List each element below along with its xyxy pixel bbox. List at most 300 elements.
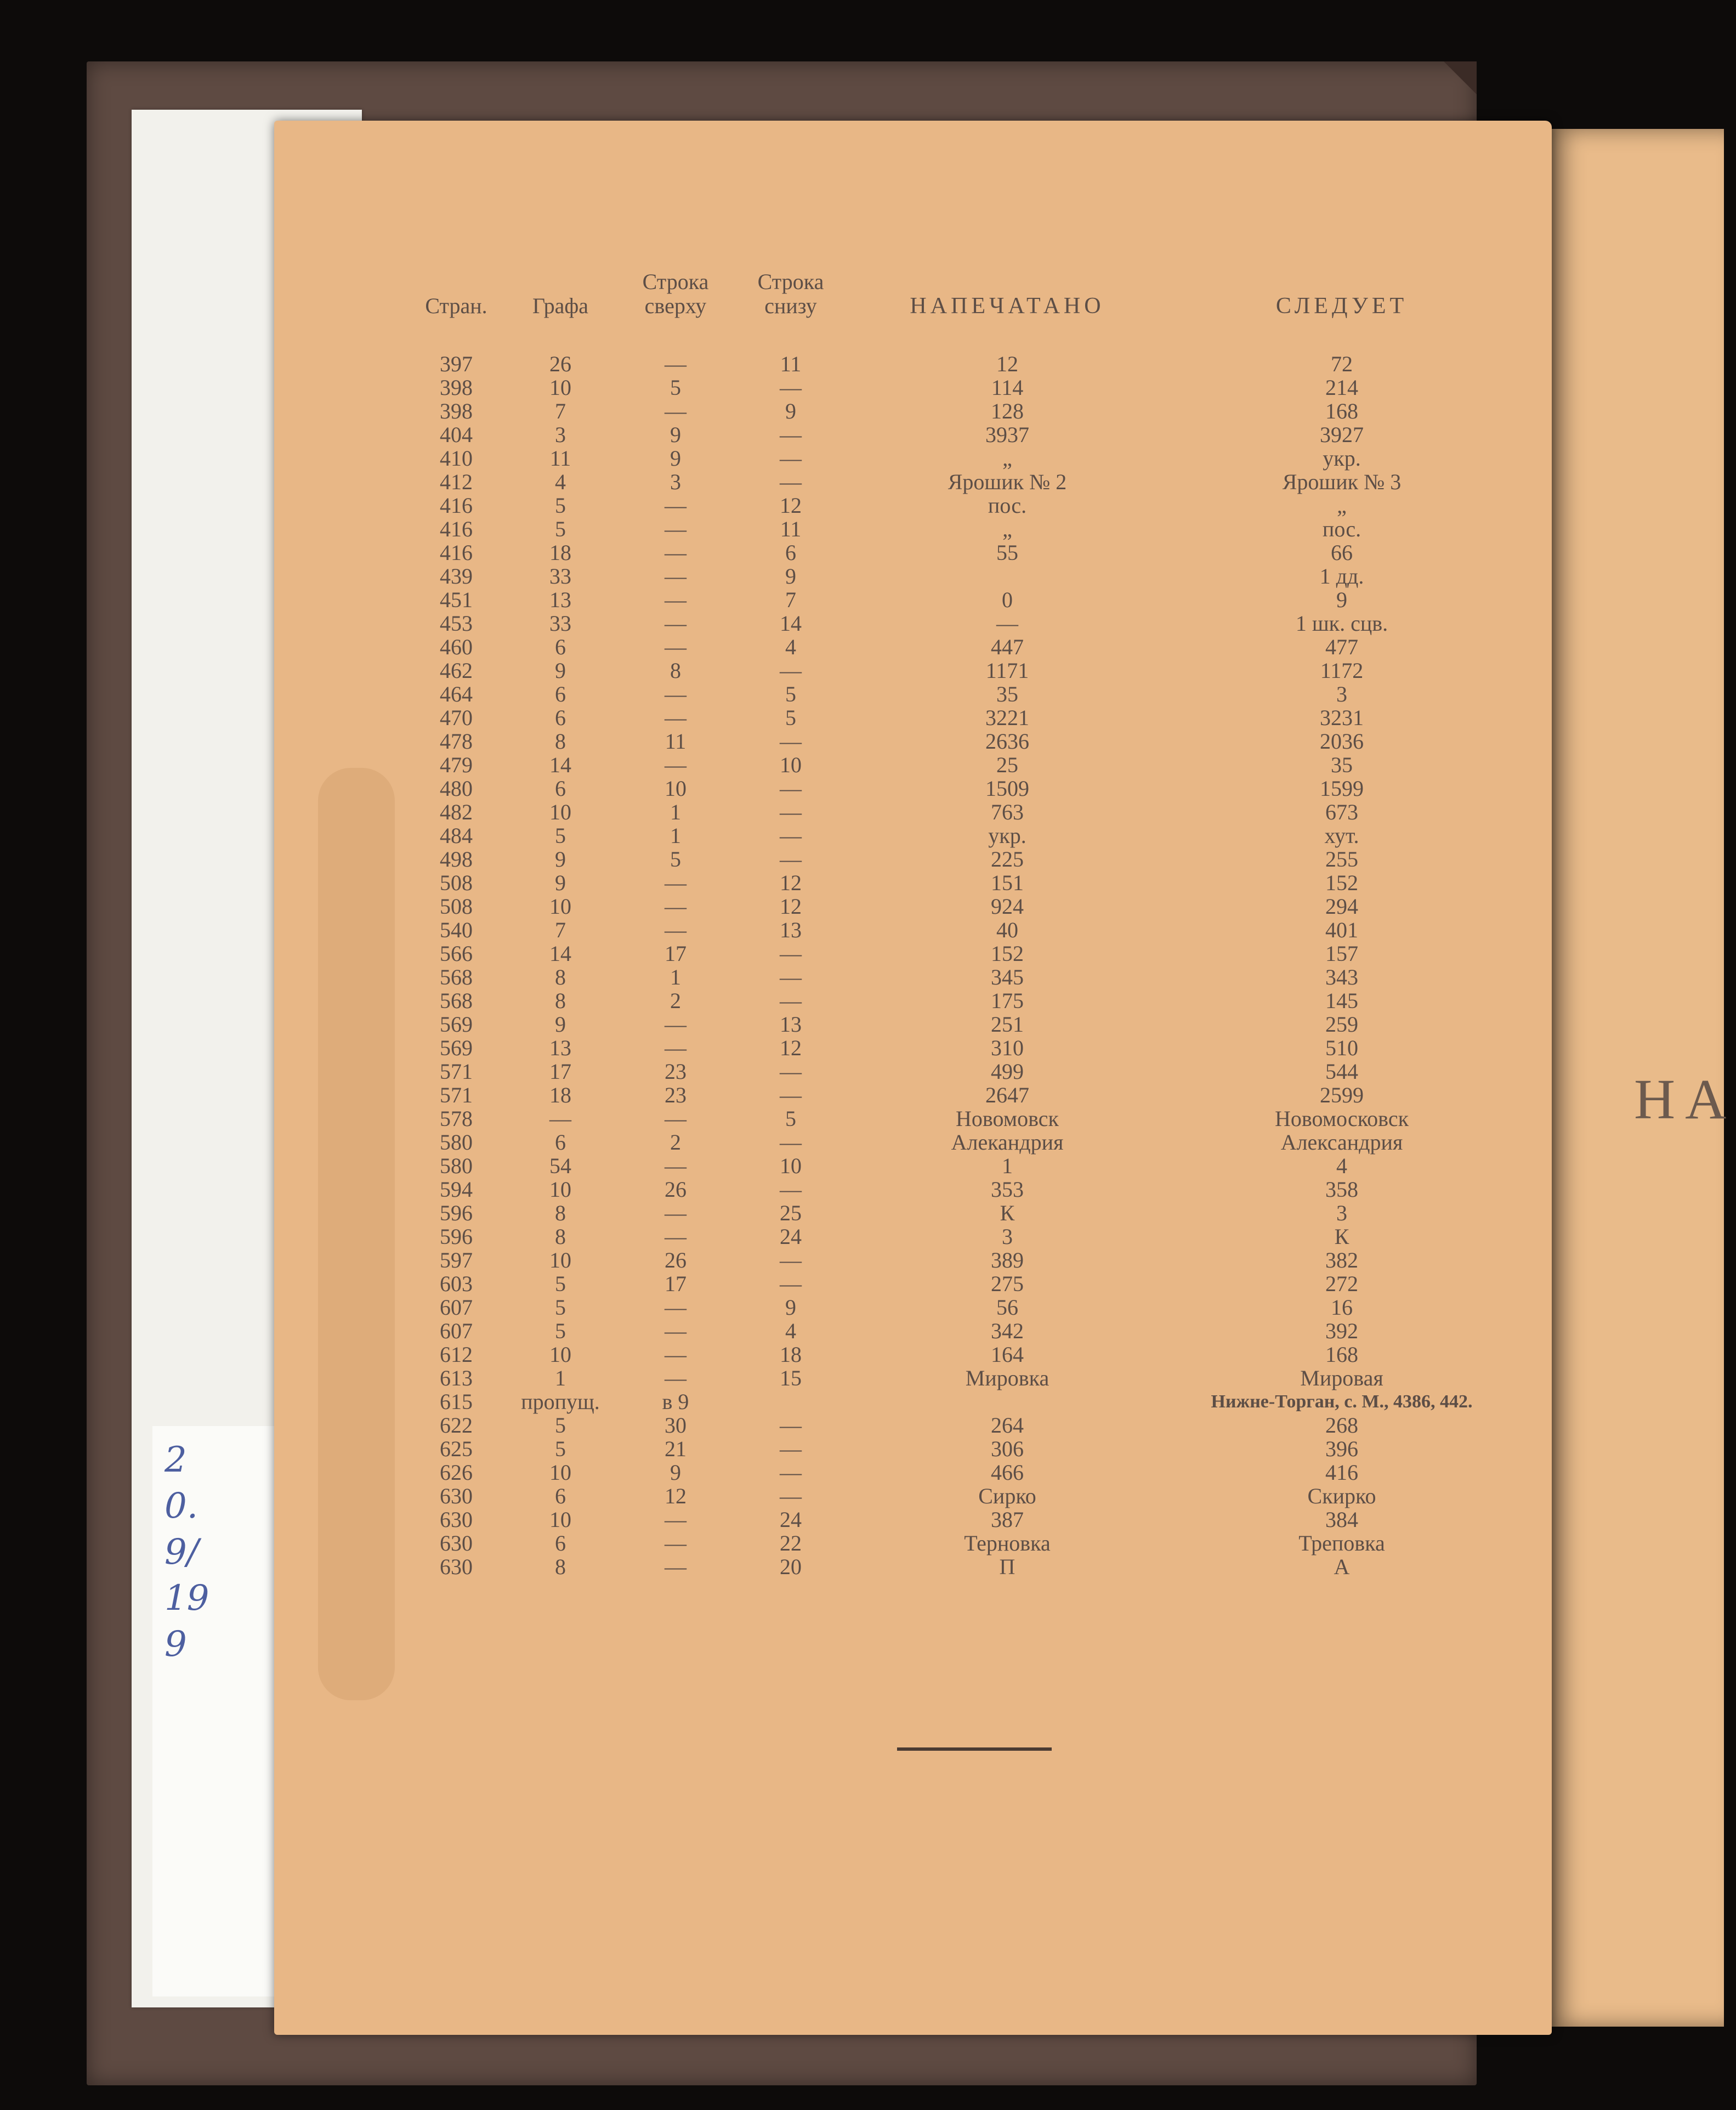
errata-row bbox=[407, 1154, 1514, 1178]
cell-printed: 387 bbox=[991, 1507, 1024, 1532]
cell-line-top: — bbox=[665, 1106, 687, 1131]
cell-printed: 55 bbox=[996, 540, 1018, 565]
errata-row bbox=[407, 1366, 1514, 1390]
cell-line-bottom: — bbox=[780, 1413, 802, 1438]
cell-page: 482 bbox=[440, 800, 473, 824]
cell-line-bottom: 15 bbox=[780, 1366, 802, 1390]
cell-line-top: 30 bbox=[665, 1413, 687, 1438]
cell-line-top: — bbox=[665, 705, 687, 730]
cell-line-bottom: — bbox=[780, 823, 802, 848]
cell-printed: 924 bbox=[991, 894, 1024, 919]
cell-line-top: в 9 bbox=[662, 1389, 689, 1414]
cell-should-be: 145 bbox=[1325, 988, 1358, 1013]
errata-row bbox=[407, 895, 1514, 918]
cell-printed: 25 bbox=[996, 753, 1018, 777]
cell-line-top: — bbox=[665, 587, 687, 612]
cell-line-top: — bbox=[665, 870, 687, 895]
cell-page: 416 bbox=[440, 517, 473, 541]
cell-printed: П bbox=[999, 1554, 1015, 1579]
errata-row bbox=[407, 1296, 1514, 1319]
cell-should-be: 673 bbox=[1325, 800, 1358, 824]
cell-should-be: А bbox=[1334, 1554, 1350, 1579]
cell-line-bottom: — bbox=[780, 1248, 802, 1272]
cell-column: 33 bbox=[549, 564, 571, 589]
errata-row bbox=[407, 1461, 1514, 1484]
cell-page: 571 bbox=[440, 1083, 473, 1107]
errata-row bbox=[407, 800, 1514, 824]
cell-column: 10 bbox=[549, 800, 571, 824]
cell-page: 625 bbox=[440, 1436, 473, 1461]
cover-corner bbox=[1444, 61, 1477, 94]
cell-should-be: 1599 bbox=[1320, 776, 1364, 801]
errata-row bbox=[407, 918, 1514, 942]
cell-column: 6 bbox=[555, 682, 566, 706]
cell-line-top: — bbox=[665, 1342, 687, 1367]
header-printed: НАПЕЧАТАНО bbox=[910, 293, 1105, 319]
errata-row bbox=[407, 1531, 1514, 1555]
cell-line-bottom: 5 bbox=[785, 705, 796, 730]
cell-should-be: 259 bbox=[1325, 1012, 1358, 1037]
cell-column: 5 bbox=[555, 493, 566, 518]
errata-row bbox=[407, 635, 1514, 659]
errata-row bbox=[407, 729, 1514, 753]
cell-line-top: — bbox=[665, 493, 687, 518]
cell-page: 566 bbox=[440, 941, 473, 966]
cell-page: 580 bbox=[440, 1153, 473, 1178]
cell-printed: 310 bbox=[991, 1036, 1024, 1060]
cell-page: 630 bbox=[440, 1507, 473, 1532]
cell-line-bottom: — bbox=[780, 965, 802, 989]
cell-page: 596 bbox=[440, 1201, 473, 1225]
cell-should-be: 3 bbox=[1336, 1201, 1347, 1225]
cell-printed: 3937 bbox=[985, 422, 1029, 447]
cell-page: 615 bbox=[440, 1389, 473, 1414]
cell-line-top: — bbox=[665, 611, 687, 636]
cell-should-be: К bbox=[1334, 1224, 1349, 1249]
cell-printed: 56 bbox=[996, 1295, 1018, 1320]
cell-should-be: укр. bbox=[1323, 446, 1361, 471]
cell-line-top: 11 bbox=[665, 729, 687, 754]
cell-line-bottom: — bbox=[780, 941, 802, 966]
cell-printed: „ bbox=[1002, 517, 1012, 541]
cell-column: 8 bbox=[555, 1554, 566, 1579]
cell-page: 603 bbox=[440, 1271, 473, 1296]
cell-page: 568 bbox=[440, 988, 473, 1013]
cell-line-bottom: 9 bbox=[785, 399, 796, 423]
cell-line-bottom: — bbox=[780, 776, 802, 801]
cell-page: 416 bbox=[440, 540, 473, 565]
cell-page: 612 bbox=[440, 1342, 473, 1367]
cell-page: 480 bbox=[440, 776, 473, 801]
cell-printed: 2647 bbox=[985, 1083, 1029, 1107]
cell-line-bottom: — bbox=[780, 1059, 802, 1084]
cell-should-be: 35 bbox=[1331, 753, 1353, 777]
cell-printed: 3 bbox=[1002, 1224, 1013, 1249]
errata-row bbox=[407, 1508, 1514, 1531]
cell-should-be: 343 bbox=[1325, 965, 1358, 989]
errata-body bbox=[407, 352, 1514, 1579]
cell-should-be: 477 bbox=[1325, 635, 1358, 659]
cell-column: 11 bbox=[549, 446, 571, 471]
cell-page: 630 bbox=[440, 1484, 473, 1508]
cell-line-bottom: 9 bbox=[785, 564, 796, 589]
cell-should-be: 168 bbox=[1325, 1342, 1358, 1367]
cell-line-top: — bbox=[665, 1531, 687, 1555]
cell-printed: 353 bbox=[991, 1177, 1024, 1202]
cell-should-be: 168 bbox=[1325, 399, 1358, 423]
cell-line-top: 17 bbox=[665, 1271, 687, 1296]
cell-should-be: 294 bbox=[1325, 894, 1358, 919]
cell-should-be: 268 bbox=[1325, 1413, 1358, 1438]
cell-printed: — bbox=[996, 611, 1018, 636]
cell-should-be: 4 bbox=[1336, 1153, 1347, 1178]
cell-line-top: 21 bbox=[665, 1436, 687, 1461]
cell-column: 6 bbox=[555, 705, 566, 730]
cell-line-bottom: 25 bbox=[780, 1201, 802, 1225]
errata-row bbox=[407, 1225, 1514, 1248]
cell-page: 508 bbox=[440, 894, 473, 919]
cell-column: 10 bbox=[549, 1248, 571, 1272]
cell-line-bottom: — bbox=[780, 1083, 802, 1107]
cell-page: 398 bbox=[440, 375, 473, 400]
cell-line-top: — bbox=[665, 517, 687, 541]
cell-line-top: 8 bbox=[670, 658, 681, 683]
cell-line-bottom bbox=[736, 1390, 846, 1413]
cell-page: 578 bbox=[440, 1106, 473, 1131]
margin-note: 19 bbox=[164, 1578, 209, 1619]
cell-line-top: 3 bbox=[670, 469, 681, 494]
cell-should-be: 3231 bbox=[1320, 705, 1364, 730]
cell-should-be: 510 bbox=[1325, 1036, 1358, 1060]
errata-row bbox=[407, 1413, 1514, 1437]
cell-line-top: 9 bbox=[670, 446, 681, 471]
cell-line-top: 26 bbox=[665, 1177, 687, 1202]
cell-line-top: 1 bbox=[670, 965, 681, 989]
cell-line-top: — bbox=[665, 1201, 687, 1225]
cell-page: 397 bbox=[440, 352, 473, 376]
cell-printed: 389 bbox=[991, 1248, 1024, 1272]
cell-printed: 447 bbox=[991, 635, 1024, 659]
errata-row bbox=[407, 612, 1514, 635]
cell-column: 13 bbox=[549, 1036, 571, 1060]
cell-column: 5 bbox=[555, 1271, 566, 1296]
cell-column: 7 bbox=[555, 918, 566, 942]
cell-line-top: 17 bbox=[665, 941, 687, 966]
errata-row bbox=[407, 1201, 1514, 1225]
cell-line-top: — bbox=[665, 918, 687, 942]
cell-column: 10 bbox=[549, 894, 571, 919]
cell-column: 6 bbox=[555, 1130, 566, 1155]
errata-row bbox=[407, 1012, 1514, 1036]
cell-should-be: 396 bbox=[1325, 1436, 1358, 1461]
cell-should-be: Мировая bbox=[1300, 1366, 1383, 1390]
cell-line-top: 10 bbox=[665, 776, 687, 801]
errata-row bbox=[407, 847, 1514, 871]
cell-column: 10 bbox=[549, 1342, 571, 1367]
cell-line-bottom: 6 bbox=[785, 540, 796, 565]
cell-column: 5 bbox=[555, 1436, 566, 1461]
cell-line-top: — bbox=[665, 1366, 687, 1390]
errata-row bbox=[407, 659, 1514, 682]
cell-line-top: — bbox=[665, 1507, 687, 1532]
errata-row bbox=[407, 1107, 1514, 1130]
cell-line-bottom: — bbox=[780, 1271, 802, 1296]
cell-page: 410 bbox=[440, 446, 473, 471]
cell-column: 5 bbox=[555, 1319, 566, 1343]
errata-row bbox=[407, 1555, 1514, 1579]
cell-column: 1 bbox=[555, 1366, 566, 1390]
cell-should-be: пос. bbox=[1322, 517, 1361, 541]
cell-printed bbox=[846, 564, 1169, 588]
cell-should-be: 9 bbox=[1336, 587, 1347, 612]
cell-printed: 2636 bbox=[985, 729, 1029, 754]
cell-column: 54 bbox=[549, 1153, 571, 1178]
header-line-top: Строка сверху bbox=[642, 269, 709, 318]
cell-should-be: 1 дд. bbox=[1319, 564, 1364, 589]
header-line-bottom: Строка снизу bbox=[757, 269, 824, 318]
cell-line-bottom: 5 bbox=[785, 682, 796, 706]
cell-line-bottom: 10 bbox=[780, 1153, 802, 1178]
cell-column: 8 bbox=[555, 965, 566, 989]
cell-page: 484 bbox=[440, 823, 473, 848]
cell-column: пропущ. bbox=[521, 1389, 600, 1414]
cell-line-top: — bbox=[665, 1036, 687, 1060]
cell-should-be: 416 bbox=[1325, 1460, 1358, 1485]
cell-line-bottom: 13 bbox=[780, 918, 802, 942]
errata-row bbox=[407, 564, 1514, 588]
cell-should-be: 544 bbox=[1325, 1059, 1358, 1084]
cell-column: 7 bbox=[555, 399, 566, 423]
errata-row bbox=[407, 989, 1514, 1012]
cell-page: 439 bbox=[440, 564, 473, 589]
header-should-be: СЛЕДУЕТ bbox=[1275, 293, 1408, 319]
cell-line-bottom: 11 bbox=[780, 517, 802, 541]
cell-page: 416 bbox=[440, 493, 473, 518]
cell-line-bottom: — bbox=[780, 422, 802, 447]
errata-header-row bbox=[407, 270, 1514, 352]
cell-printed: 499 bbox=[991, 1059, 1024, 1084]
cell-page: 508 bbox=[440, 870, 473, 895]
cell-line-bottom: 10 bbox=[780, 753, 802, 777]
errata-row bbox=[407, 871, 1514, 895]
errata-table-wrapper bbox=[407, 270, 1514, 1579]
cell-line-bottom: 4 bbox=[785, 635, 796, 659]
cell-line-top: 9 bbox=[670, 1460, 681, 1485]
cell-column: 5 bbox=[555, 517, 566, 541]
cell-should-be: 272 bbox=[1325, 1271, 1358, 1296]
errata-row bbox=[407, 1437, 1514, 1461]
errata-row bbox=[407, 1484, 1514, 1508]
cell-page: 569 bbox=[440, 1036, 473, 1060]
cell-line-top: — bbox=[665, 399, 687, 423]
cell-column: 9 bbox=[555, 1012, 566, 1037]
cell-line-bottom: — bbox=[780, 729, 802, 754]
cell-printed: пос. bbox=[988, 493, 1027, 518]
cell-column: 9 bbox=[555, 870, 566, 895]
cell-line-bottom: — bbox=[780, 1177, 802, 1202]
cell-printed: укр. bbox=[988, 823, 1026, 848]
cell-line-top: 12 bbox=[665, 1484, 687, 1508]
cell-should-be: Скирко bbox=[1307, 1484, 1376, 1508]
cell-should-be: Нижне-Торган, с. М., 4386, 442. bbox=[1211, 1391, 1473, 1412]
cell-line-bottom: — bbox=[780, 1436, 802, 1461]
cell-page: 398 bbox=[440, 399, 473, 423]
cell-column: 18 bbox=[549, 540, 571, 565]
cell-column: 13 bbox=[549, 587, 571, 612]
cell-line-top: — bbox=[665, 1554, 687, 1579]
cell-column: 6 bbox=[555, 1531, 566, 1555]
cell-should-be: 3 bbox=[1336, 682, 1347, 706]
cell-should-be: Александрия bbox=[1280, 1130, 1403, 1155]
end-rule bbox=[897, 1747, 1052, 1751]
cell-line-bottom: 12 bbox=[780, 493, 802, 518]
cell-page: 630 bbox=[440, 1531, 473, 1555]
cell-should-be: 382 bbox=[1325, 1248, 1358, 1272]
cell-column: 9 bbox=[555, 658, 566, 683]
cell-line-bottom: — bbox=[780, 375, 802, 400]
cell-line-top: — bbox=[665, 1012, 687, 1037]
cell-column: 5 bbox=[555, 1295, 566, 1320]
cell-page: 479 bbox=[440, 753, 473, 777]
errata-row bbox=[407, 399, 1514, 423]
cell-page: 451 bbox=[440, 587, 473, 612]
header-page: Стран. bbox=[425, 293, 487, 318]
cell-printed: Новомовск bbox=[956, 1106, 1059, 1131]
cell-should-be: 255 bbox=[1325, 847, 1358, 872]
cell-printed: 152 bbox=[991, 941, 1024, 966]
cell-printed: 264 bbox=[991, 1413, 1024, 1438]
cell-line-bottom: — bbox=[780, 800, 802, 824]
next-page-edge bbox=[1546, 129, 1736, 2027]
cell-printed: Сирко bbox=[978, 1484, 1036, 1508]
header-column: Графа bbox=[532, 293, 589, 318]
cell-column: 8 bbox=[555, 1201, 566, 1225]
cell-column: 8 bbox=[555, 729, 566, 754]
cell-line-top: 23 bbox=[665, 1083, 687, 1107]
cell-printed: К bbox=[1000, 1201, 1015, 1225]
cell-printed: Терновка bbox=[964, 1531, 1051, 1555]
errata-row bbox=[407, 588, 1514, 612]
cell-printed: 128 bbox=[991, 399, 1024, 423]
cell-line-bottom: 12 bbox=[780, 1036, 802, 1060]
cell-column: 14 bbox=[549, 753, 571, 777]
cell-printed: 1171 bbox=[985, 658, 1029, 683]
cell-should-be: хут. bbox=[1324, 823, 1359, 848]
cell-printed: 114 bbox=[991, 375, 1024, 400]
cell-line-bottom: — bbox=[780, 847, 802, 872]
cell-column: 10 bbox=[549, 1460, 571, 1485]
cell-line-bottom: — bbox=[780, 469, 802, 494]
cell-line-top: — bbox=[665, 564, 687, 589]
cell-printed: 1509 bbox=[985, 776, 1029, 801]
cell-printed: 1 bbox=[1002, 1153, 1013, 1178]
cell-should-be: Новомосковск bbox=[1274, 1106, 1409, 1131]
cell-line-bottom: 18 bbox=[780, 1342, 802, 1367]
cell-should-be: 392 bbox=[1325, 1319, 1358, 1343]
cell-printed: 164 bbox=[991, 1342, 1024, 1367]
cell-page: 453 bbox=[440, 611, 473, 636]
errata-row bbox=[407, 1248, 1514, 1272]
cell-column: 26 bbox=[549, 352, 571, 376]
cell-should-be: 152 bbox=[1325, 870, 1358, 895]
cell-printed: 306 bbox=[991, 1436, 1024, 1461]
cell-column: 6 bbox=[555, 635, 566, 659]
cell-column: 10 bbox=[549, 1177, 571, 1202]
cell-page: 622 bbox=[440, 1413, 473, 1438]
cell-should-be: 1 шк. сцв. bbox=[1295, 611, 1388, 636]
errata-row bbox=[407, 1060, 1514, 1083]
cell-printed: 3221 bbox=[985, 705, 1029, 730]
errata-row bbox=[407, 446, 1514, 470]
cell-page: 478 bbox=[440, 729, 473, 754]
cell-printed bbox=[846, 1390, 1169, 1413]
cell-printed: Ярошик № 2 bbox=[948, 469, 1067, 494]
cell-line-bottom: — bbox=[780, 446, 802, 471]
cell-should-be: 16 bbox=[1331, 1295, 1353, 1320]
errata-row bbox=[407, 541, 1514, 564]
errata-row bbox=[407, 777, 1514, 800]
cell-column: 8 bbox=[555, 1224, 566, 1249]
cell-page: 412 bbox=[440, 469, 473, 494]
cell-line-top: 9 bbox=[670, 422, 681, 447]
cell-line-top: — bbox=[665, 1295, 687, 1320]
cell-line-bottom: — bbox=[780, 1460, 802, 1485]
cell-line-bottom: 24 bbox=[780, 1507, 802, 1532]
errata-row bbox=[407, 824, 1514, 847]
cell-line-top: 5 bbox=[670, 375, 681, 400]
cell-printed: 275 bbox=[991, 1271, 1024, 1296]
cell-printed: 35 bbox=[996, 682, 1018, 706]
margin-note: 2 bbox=[164, 1440, 187, 1480]
cell-page: 404 bbox=[440, 422, 473, 447]
cell-should-be: 214 bbox=[1325, 375, 1358, 400]
cell-line-bottom: — bbox=[780, 988, 802, 1013]
cell-page: 498 bbox=[440, 847, 473, 872]
cell-column: 17 bbox=[549, 1059, 571, 1084]
cell-line-top: — bbox=[665, 635, 687, 659]
cell-line-top: — bbox=[665, 540, 687, 565]
cell-printed: 175 bbox=[991, 988, 1024, 1013]
cell-line-top: 26 bbox=[665, 1248, 687, 1272]
page-stain bbox=[318, 768, 395, 1700]
cell-column: 18 bbox=[549, 1083, 571, 1107]
cell-line-bottom: 11 bbox=[780, 352, 802, 376]
errata-row bbox=[407, 352, 1514, 376]
cell-line-bottom: 12 bbox=[780, 894, 802, 919]
cell-line-top: — bbox=[665, 894, 687, 919]
cell-page: 540 bbox=[440, 918, 473, 942]
cell-line-bottom: — bbox=[780, 1130, 802, 1155]
cell-line-top: — bbox=[665, 682, 687, 706]
cell-line-bottom: 9 bbox=[785, 1295, 796, 1320]
cell-printed: Алекандрия bbox=[951, 1130, 1064, 1155]
cell-printed: 345 bbox=[991, 965, 1024, 989]
cell-line-top: 1 bbox=[670, 800, 681, 824]
cell-column: 6 bbox=[555, 776, 566, 801]
cell-printed: 40 bbox=[996, 918, 1018, 942]
cell-line-bottom: 4 bbox=[785, 1319, 796, 1343]
cell-should-be: 2599 bbox=[1320, 1083, 1364, 1107]
cell-page: 596 bbox=[440, 1224, 473, 1249]
cell-line-top: 23 bbox=[665, 1059, 687, 1084]
cell-page: 607 bbox=[440, 1319, 473, 1343]
cell-should-be: 72 bbox=[1331, 352, 1353, 376]
cell-should-be: 1172 bbox=[1320, 658, 1364, 683]
cell-printed: „ bbox=[1002, 446, 1012, 471]
cell-line-bottom: 13 bbox=[780, 1012, 802, 1037]
cell-should-be: 66 bbox=[1331, 540, 1353, 565]
errata-row bbox=[407, 1319, 1514, 1343]
